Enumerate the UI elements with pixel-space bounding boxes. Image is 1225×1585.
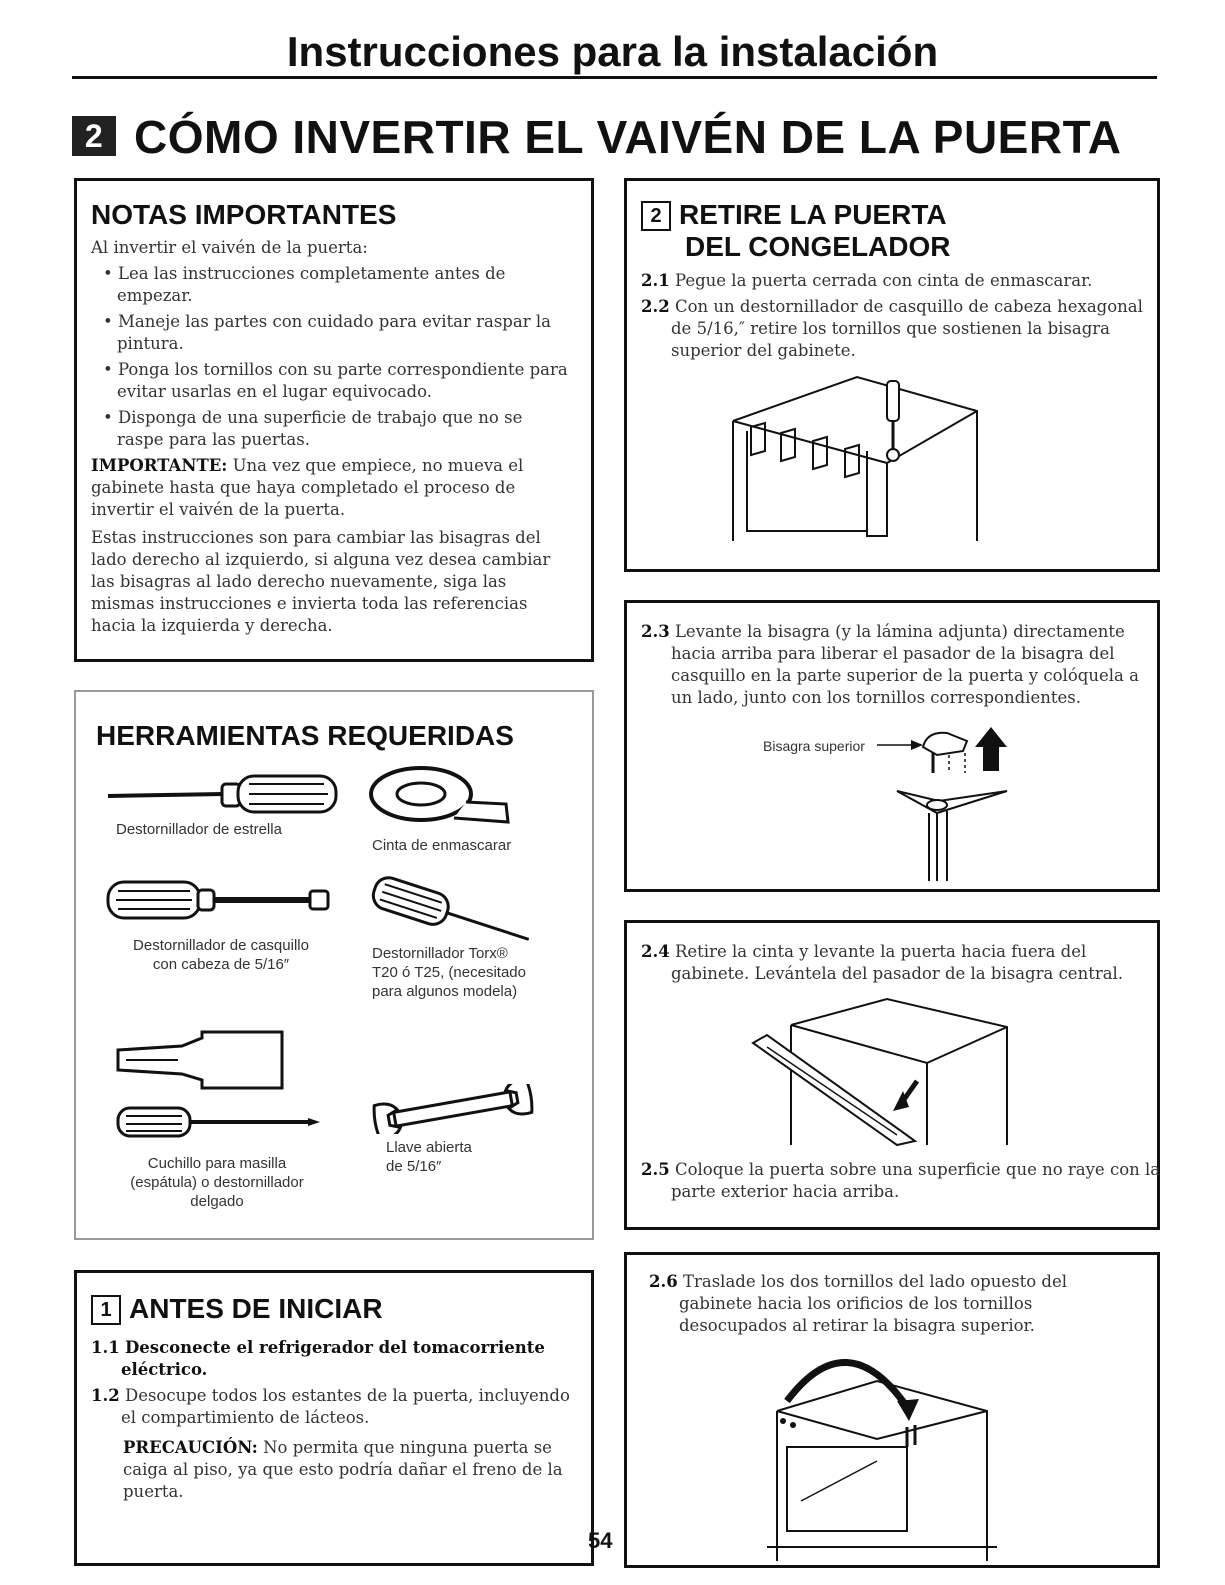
torx-caption-line: Destornillador Torx®: [372, 945, 508, 962]
step-2-3-box: [624, 600, 1160, 892]
torx-caption-line: T20 ó T25, (necesitado: [372, 964, 526, 981]
step-2-4: [641, 941, 1143, 985]
door-removal-illustration: [747, 995, 1047, 1155]
retire-title-line: DEL CONGELADOR: [685, 231, 951, 262]
notas-bullet-list: [91, 263, 573, 451]
wrench-caption-line: Llave abierta: [386, 1139, 472, 1156]
step-1-2: [91, 1385, 573, 1429]
step-number: 2.3: [641, 622, 670, 641]
antes-title: [91, 1293, 573, 1325]
section-title: [72, 110, 1121, 164]
step-1-2-text: Desocupe todos los estantes de la puerta, incluyendo el compartimiento de lácteos.: [121, 1386, 570, 1427]
section-title-text: CÓMO INVERTIR EL VAIVÉN DE LA PUERTA: [134, 111, 1122, 163]
nut-driver-caption: [116, 936, 326, 974]
step-2-3: [641, 621, 1143, 709]
notas-intro: Al invertir el vaivén de la puerta:: [91, 238, 368, 257]
thin-screwdriver-icon: [112, 1104, 332, 1140]
notas-bullet: • Maneje las partes con cuidado para evitar raspar la pintura.: [91, 311, 573, 355]
step-number-box: 2: [641, 201, 671, 231]
important-text: Una vez que empiece, no mueva el gabinete hasta que haya completado el proceso de invertir el vaivén de la puerta.: [91, 456, 524, 519]
bisagra-superior-callout: Bisagra superior: [763, 738, 865, 754]
section-number-badge: 2: [72, 116, 116, 156]
torx-screwdriver-icon: [366, 876, 546, 946]
herramientas-title: HERRAMIENTAS REQUERIDAS: [96, 720, 514, 751]
phillips-caption: Destornillador de estrella: [116, 821, 282, 838]
caution-label: PRECAUCIÓN:: [123, 1438, 258, 1457]
step-number: 1.2: [91, 1386, 120, 1405]
freezer-hinge-illustration: [727, 371, 1007, 551]
top-hinge-illustration: [867, 721, 1067, 881]
notas-paragraph: Estas instrucciones son para cambiar las bisagras del lado derecho al izquierdo, si alguna vez desea cambiar las bisagras al lado derecho nuevamente, siga las mismas instrucciones e invierta toda las referencias hacia la izquierda y derecha.: [91, 528, 551, 635]
putty-caption-line: delgado: [190, 1193, 244, 1210]
notas-bullet: • Ponga los tornillos con su parte correspondiente para evitar usarlas en el lugar equivocado.: [91, 359, 573, 403]
step-number: 2.1: [641, 271, 670, 290]
step-number-box: 1: [91, 1295, 121, 1325]
wrench-caption-line: de 5/16″: [386, 1158, 442, 1175]
page-header-title: Instrucciones para la instalación: [286, 28, 939, 75]
herramientas-box: [74, 690, 594, 1240]
antes-de-iniciar-box: [74, 1270, 594, 1566]
putty-caption-line: (espátula) o destornillador: [130, 1174, 304, 1191]
retire-title: [641, 199, 1143, 262]
step-2-1: [641, 270, 1143, 292]
notas-title: NOTAS IMPORTANTES: [91, 199, 397, 230]
torx-caption-line: para algunos modela): [372, 983, 518, 1000]
open-end-wrench-icon: [368, 1084, 538, 1134]
retire-puerta-box: [624, 178, 1160, 572]
step-number: 2.2: [641, 297, 670, 316]
step-number: 2.4: [641, 942, 670, 961]
notas-bullet: • Lea las instrucciones completamente antes de empezar.: [91, 263, 573, 307]
step-2-2-text: Con un destornillador de casquillo de cabeza hexagonal de 5/16,″ retire los tornillos que sostienen la bisagra superior del gabinete.: [671, 297, 1143, 360]
notas-importantes-box: [74, 178, 594, 662]
step-2-3-text: Levante la bisagra (y la lámina adjunta) directamente hacia arriba para liberar el pasador de la bisagra del casquillo en la parte superior de la puerta y colóquela a un lado, junto con los tornillos correspondientes.: [671, 622, 1139, 707]
putty-caption-line: Cuchillo para masilla: [147, 1155, 287, 1172]
header-rule: [72, 76, 1157, 79]
putty-caption: [112, 1154, 322, 1211]
step-number: 2.5: [641, 1160, 670, 1179]
nut-driver-caption-line: Destornillador de casquillo: [133, 937, 309, 954]
step-2-4-text: Retire la cinta y levante la puerta hacia fuera del gabinete. Levántela del pasador de la bisagra central.: [671, 942, 1124, 983]
notas-bullet: • Disponga de una superficie de trabajo que no se raspe para las puertas.: [91, 407, 573, 451]
wrench-caption: [386, 1138, 472, 1176]
nut-driver-icon: [104, 878, 344, 922]
step-1-1: [91, 1337, 573, 1381]
tape-caption: Cinta de enmascarar: [372, 837, 512, 854]
caution-text: No permita que ninguna puerta se caiga al piso, ya que esto podría dañar el freno de la puerta.: [123, 1438, 563, 1501]
step-2-2: [641, 296, 1143, 362]
masking-tape-icon: [366, 762, 516, 832]
step-number: 2.6: [649, 1272, 678, 1291]
step-2-1-text: Pegue la puerta cerrada con cinta de enmascarar.: [674, 271, 1093, 290]
step-2-5-text: Coloque la puerta sobre una superficie que no raye con la parte exterior hacia arriba.: [671, 1160, 1161, 1201]
step-2-6: [649, 1271, 1143, 1337]
page-number: 54: [588, 1528, 613, 1553]
step-2-4-box: [624, 920, 1160, 1230]
notas-important: [91, 455, 573, 521]
step-number: 1.1: [91, 1338, 120, 1357]
screw-transfer-illustration: [757, 1351, 1017, 1561]
nut-driver-caption-line: con cabeza de 5/16″: [152, 956, 290, 973]
phillips-screwdriver-icon: [104, 774, 344, 814]
retire-title-line: RETIRE LA PUERTA: [679, 199, 947, 230]
important-label: IMPORTANTE:: [91, 456, 228, 475]
caution-note: [91, 1437, 573, 1503]
torx-caption: [372, 944, 526, 1001]
antes-title-text: ANTES DE INICIAR: [129, 1293, 383, 1324]
step-2-5: [641, 1159, 1171, 1203]
step-2-6-text: Traslade los dos tornillos del lado opuesto del gabinete hacia los orificios de los tornillos desocupados al retirar la bisagra superior.: [679, 1272, 1068, 1335]
step-2-6-box: [624, 1252, 1160, 1568]
step-1-1-text: Desconecte el refrigerador del tomacorriente eléctrico.: [121, 1338, 545, 1379]
putty-knife-icon: [112, 1028, 312, 1098]
